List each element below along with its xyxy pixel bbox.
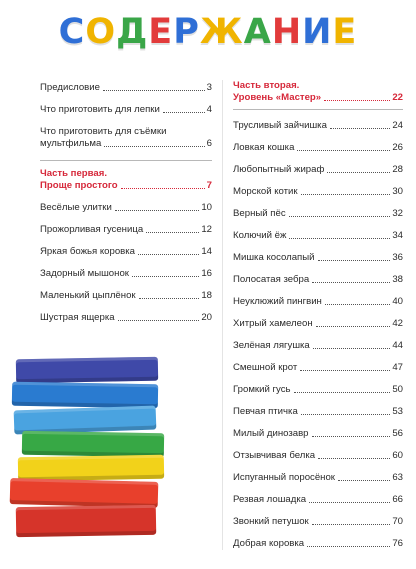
toc-section-part-one[interactable] xyxy=(40,168,212,192)
toc-entry-label: Любопытный жираф xyxy=(233,164,325,175)
section-subtitle: Проще простого xyxy=(40,180,118,191)
toc-entry[interactable] xyxy=(233,208,403,220)
toc-entry-label: Предисловие xyxy=(40,82,100,93)
toc-entry-page: 34 xyxy=(392,230,403,241)
toc-entry-label: Смешной крот xyxy=(233,362,298,373)
leader-dots xyxy=(132,276,199,277)
toc-entry[interactable] xyxy=(233,186,403,198)
leader-dots xyxy=(313,348,391,349)
toc-entry-page: 70 xyxy=(392,516,403,527)
plasticine-bar-red xyxy=(16,505,157,537)
plasticine-bar-navy xyxy=(16,357,158,383)
toc-entry-page: 38 xyxy=(392,274,403,285)
toc-entry[interactable] xyxy=(233,164,403,176)
title-letter: О xyxy=(85,12,117,52)
toc-entry-label: Испуганный поросёнок xyxy=(233,472,335,483)
section-label: Часть первая. xyxy=(40,168,108,179)
plasticine-bar-yellow xyxy=(18,455,164,482)
page-title xyxy=(0,12,416,52)
leader-dots xyxy=(301,194,391,195)
toc-entry-label: Прожорливая гусеница xyxy=(40,224,144,235)
toc-entry-page: 44 xyxy=(392,340,403,351)
plasticine-bar-orange-red xyxy=(10,478,159,508)
leader-dots xyxy=(307,546,390,547)
toc-entry-label: Что приготовить для съёмки xyxy=(40,126,167,137)
toc-entry[interactable] xyxy=(40,246,212,258)
leader-dots xyxy=(297,150,390,151)
toc-entry[interactable] xyxy=(233,274,403,286)
section-rule xyxy=(40,160,212,161)
title-letter: Ж xyxy=(199,12,244,52)
toc-entry-label: Верный пёс xyxy=(233,208,286,219)
leader-dots xyxy=(294,392,391,393)
leader-dots xyxy=(338,480,390,481)
toc-entry-page: 50 xyxy=(392,384,403,395)
section-subtitle: Уровень «Мастер» xyxy=(233,92,322,103)
toc-entry-page: 76 xyxy=(392,538,403,549)
toc-entry[interactable] xyxy=(233,340,403,352)
toc-entry-label: Морской котик xyxy=(233,186,298,197)
title-letter: Р xyxy=(173,12,200,52)
leader-dots xyxy=(327,172,390,173)
leader-dots xyxy=(312,436,391,437)
leader-dots xyxy=(103,90,205,91)
toc-entry-label: Маленький цыплёнок xyxy=(40,290,136,301)
toc-entry-page: 12 xyxy=(201,224,212,235)
toc-entry[interactable] xyxy=(40,82,212,94)
toc-entry[interactable] xyxy=(40,312,212,324)
leader-dots xyxy=(330,128,390,129)
toc-entry-label: Что приготовить для лепки xyxy=(40,104,160,115)
leader-dots xyxy=(318,260,391,261)
toc-entry-page: 10 xyxy=(201,202,212,213)
toc-entry-page: 14 xyxy=(201,246,212,257)
toc-entry-page: 24 xyxy=(392,120,403,131)
toc-entry-label: Добрая коровка xyxy=(233,538,305,549)
plasticine-bar-green xyxy=(22,431,164,457)
toc-right-column xyxy=(233,80,403,550)
toc-entry-page: 16 xyxy=(201,268,212,279)
title-letter: Е xyxy=(332,12,358,52)
leader-dots xyxy=(138,254,199,255)
toc-entry[interactable] xyxy=(233,516,403,528)
toc-entry-page: 18 xyxy=(201,290,212,301)
toc-entry[interactable] xyxy=(233,230,403,242)
toc-entry-label: Колючий ёж xyxy=(233,230,287,241)
toc-entry[interactable] xyxy=(40,224,212,236)
leader-dots xyxy=(289,216,391,217)
toc-entry[interactable] xyxy=(233,472,403,484)
title-letter: Н xyxy=(271,12,303,52)
leader-dots xyxy=(325,304,390,305)
toc-entry[interactable] xyxy=(233,384,403,396)
toc-entry-page: 32 xyxy=(392,208,403,219)
toc-entry[interactable] xyxy=(233,538,403,550)
toc-entry[interactable] xyxy=(233,450,403,462)
toc-entry-page: 47 xyxy=(392,362,403,373)
toc-entry[interactable] xyxy=(233,142,403,154)
toc-entry-page: 53 xyxy=(392,406,403,417)
leader-dots xyxy=(316,326,391,327)
toc-entry[interactable] xyxy=(233,362,403,374)
toc-entry-page: 63 xyxy=(392,472,403,483)
leader-dots xyxy=(115,210,199,211)
title-letter: А xyxy=(243,12,272,52)
toc-entry-label: Певчая птичка xyxy=(233,406,298,417)
toc-entry[interactable] xyxy=(233,252,403,264)
toc-entry-label: Ловкая кошка xyxy=(233,142,295,153)
leader-dots xyxy=(118,320,200,321)
leader-dots xyxy=(104,146,204,147)
toc-entry-page: 56 xyxy=(392,428,403,439)
toc-entry[interactable] xyxy=(40,202,212,214)
toc-entry-label: Отзывчивая белка xyxy=(233,450,316,461)
toc-entry-page: 60 xyxy=(392,450,403,461)
title-letter: С xyxy=(58,12,86,52)
plasticine-stack-illustration xyxy=(10,352,170,552)
toc-entry[interactable] xyxy=(40,290,212,302)
toc-entry-page: 4 xyxy=(206,104,212,115)
toc-entry[interactable] xyxy=(233,318,403,330)
toc-entry-label: Шустрая ящерка xyxy=(40,312,115,323)
toc-entry[interactable] xyxy=(233,120,403,132)
leader-dots xyxy=(146,232,199,233)
leader-dots xyxy=(163,112,205,113)
toc-entry[interactable] xyxy=(233,428,403,440)
leader-dots xyxy=(324,100,390,101)
section-page: 7 xyxy=(206,180,212,191)
toc-entry-page: 20 xyxy=(201,312,212,323)
toc-entry-page: 42 xyxy=(392,318,403,329)
toc-entry[interactable] xyxy=(233,494,403,506)
title-letter: И xyxy=(302,12,333,52)
leader-dots xyxy=(139,298,200,299)
toc-entry-page: 6 xyxy=(206,138,212,149)
toc-entry-label: Яркая божья коровка xyxy=(40,246,136,257)
leader-dots xyxy=(301,414,391,415)
toc-entry-label: Милый динозавр xyxy=(233,428,309,439)
leader-dots xyxy=(312,524,391,525)
leader-dots xyxy=(289,238,390,239)
leader-dots xyxy=(318,458,390,459)
toc-entry-label: Неуклюжий пингвин xyxy=(233,296,322,307)
toc-entry-label: Хитрый хамелеон xyxy=(233,318,313,329)
toc-entry-label: Полосатая зебра xyxy=(233,274,310,285)
leader-dots xyxy=(309,502,390,503)
leader-dots xyxy=(121,188,205,189)
plasticine-bar-blue xyxy=(12,382,158,409)
leader-dots xyxy=(300,370,390,371)
toc-left-column xyxy=(40,80,212,340)
toc-entry-page: 28 xyxy=(392,164,403,175)
toc-entry-label: Весёлые улитки xyxy=(40,202,112,213)
toc-entry-page: 3 xyxy=(206,82,212,93)
title-letter: Д xyxy=(116,12,149,52)
section-page: 22 xyxy=(392,92,403,103)
toc-entry-page: 40 xyxy=(392,296,403,307)
toc-entry-label: Трусливый зайчишка xyxy=(233,120,327,131)
toc-entry[interactable] xyxy=(233,406,403,418)
toc-entry-page: 30 xyxy=(392,186,403,197)
leader-dots xyxy=(312,282,390,283)
toc-entry[interactable] xyxy=(40,126,212,150)
section-rule xyxy=(233,109,403,110)
toc-entry-page: 36 xyxy=(392,252,403,263)
title-letter: Е xyxy=(148,12,174,52)
toc-entry[interactable] xyxy=(40,104,212,116)
toc-section-part-two[interactable] xyxy=(233,80,403,104)
toc-entry-label: Задорный мышонок xyxy=(40,268,129,279)
toc-entry-label: Зелёная лягушка xyxy=(233,340,310,351)
toc-entry[interactable] xyxy=(233,296,403,308)
toc-entry-label-cont: мультфильма xyxy=(40,138,102,149)
toc-entry-label: Звонкий петушок xyxy=(233,516,309,527)
toc-entry-label: Резвая лошадка xyxy=(233,494,307,505)
toc-entry[interactable] xyxy=(40,268,212,280)
toc-entry-page: 66 xyxy=(392,494,403,505)
toc-entry-page: 26 xyxy=(392,142,403,153)
column-divider xyxy=(222,80,223,550)
section-label: Часть вторая. xyxy=(233,80,300,91)
toc-entry-label: Мишка косолапый xyxy=(233,252,315,263)
toc-entry-label: Громкий гусь xyxy=(233,384,291,395)
